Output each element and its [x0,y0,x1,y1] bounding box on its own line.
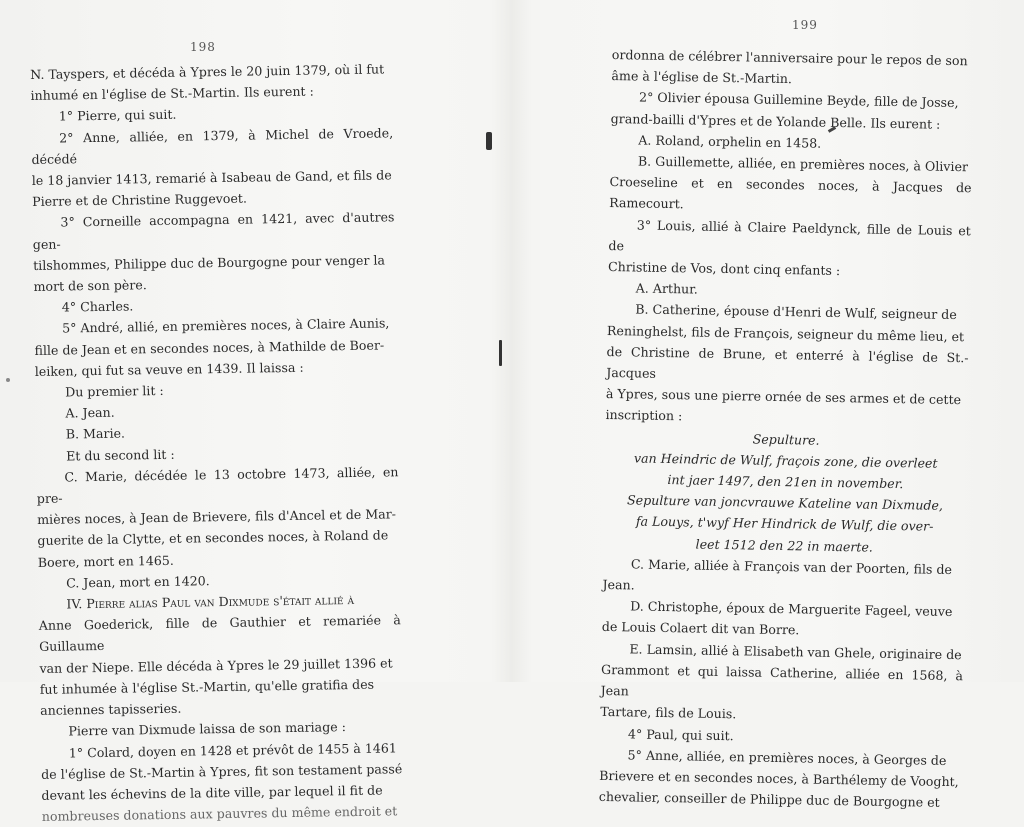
text-line: B. Marie. [65,426,126,442]
text-line: tilshommes, Philippe duc de Bourgogne pour venger la [33,252,386,273]
right-page [520,0,1024,810]
text-line: 5° André, allié, en premières noces, à Claire Aunis, [62,315,390,336]
text-line: Tartare, fils de Louis. [600,704,737,722]
text-line: chevalier, conseiller de Philippe duc de Bourgogne et [598,788,940,810]
inscription-line: Sepulture van joncvrauwe Kateline van Dixmude, [626,492,944,514]
text-line: âme à l'église de St.-Martin. [611,68,793,87]
text-line: C. Marie, décédée le 13 octobre 1473, alliée, en pre- [36,464,399,507]
text-line: à Ypres, sous une pierre ornée de ses armes et de cette [605,386,962,408]
text-line: Et du second lit : [66,446,175,464]
text-line: D. Christophe, époux de Marguerite Fageel, veuve [630,598,953,620]
left-page-text [30,58,404,827]
inscription-line: van Heindric de Wulf, fraçois zone, die overleet [633,450,938,471]
text-line: van der Niepe. Elle décéda à Ypres le 29 juillet 1396 et [39,655,393,676]
text-line: Grammont et qui laissa Catherine, alliée en 1568, à Jean [600,661,964,699]
text-line: de Christine de Brune, et enterré à l'église de St.-Jacques [606,343,969,381]
text-line: Reninghelst, fils de François, seigneur du même lieu, et [606,322,965,344]
ink-speck [6,378,10,382]
text-line: inscription : [605,407,683,424]
text-line: fut inhumée à l'église St.-Martin, qu'elle gratifia des [39,676,375,697]
text-line: de Louis Colaert dit van Borre. [601,619,800,638]
text-line: guerite de la Clytte, et en secondes noces, à Roland de [37,527,389,549]
text-line: A. Jean. [65,404,115,421]
text-line: Croeseline et en secondes noces, à Jacques de Ramecourt. [609,174,972,212]
page-number-right: 199 [792,18,818,32]
text-line: A. Roland, orphelin en 1458. [638,132,822,151]
text-line: N. Tayspers, et décéda à Ypres le 20 juin 1379, où il fut [30,61,385,82]
text-line: leiken, qui fut sa veuve en 1439. Il laissa : [34,359,304,379]
inscription-line: leet 1512 den 22 in maerte. [695,536,874,555]
text-line: 3° Corneille accompagna en 1421, avec d'autres gen- [32,209,395,252]
page-number-left: 198 [190,40,216,54]
text-line: 1° Colard, doyen en 1428 et prévôt de 1455 à 1461 [68,739,397,760]
text-line: Pierre van Dixmude laissa de son mariage : [68,719,347,739]
inscription-line: fa Louys, t'wyf Her Hindrick de Wulf, die over- [635,513,934,535]
text-line: 2° Olivier épousa Guillemine Beyde, fille de Josse, [638,89,959,111]
text-line: mières noces, à Jean de Brievere, fils d'Ancel et de Mar- [37,506,397,528]
text-line: fille de Jean et en secondes noces, à Mathilde de Boer- [34,337,385,358]
text-line: inhumé en l'église de St.-Martin. Ils eurent : [30,83,314,104]
inscription-line: int jaer 1497, den 21en in november. [667,472,904,492]
text-line: C. Jean, mort en 1420. [66,573,210,591]
text-line: nombreuses donations aux pauvres du même endroit et [41,803,398,825]
text-line: C. Marie, alliée à François van der Poorten, fils de [630,556,953,577]
text-line: 4° Charles. [61,298,134,315]
text-line: A. Arthur. [635,280,699,297]
text-line: 3° Louis, allié à Claire Paeldynck, fille de Louis et de [608,217,971,254]
text-line: IV. Pierre alias Paul van Dixmude s'était allié à [66,592,355,612]
right-page-text [599,44,974,814]
text-line: Jean. [602,576,635,593]
text-line: de l'église de St.-Martin à Ypres, fit son testament passé [41,760,403,782]
text-line: Pierre et de Christine Ruggevoet. [32,190,248,210]
text-line: 4° Paul, qui suit. [627,725,734,743]
text-line: Christine de Vos, dont cinq enfants : [607,258,841,279]
ink-blot [486,132,492,150]
text-line: devant les échevins de la dite ville, par lequel il fit de [41,782,383,803]
text-line: ordonna de célébrer l'anniversaire pour le repos de son [611,46,968,69]
text-line: anciennes tapisseries. [40,700,182,719]
text-line: Anne Goederick, fille de Gauthier et remariée à Guillaume [38,612,401,655]
text-line: 5° Anne, alliée, en premières noces, à Georges de [627,747,947,768]
text-line: Boere, mort en 1465. [37,552,174,570]
text-line: le 18 janvier 1413, remarié à Isabeau de Gand, et fils de [31,167,392,189]
text-line: Brievere et en secondes noces, à Barthélemy de Vooght, [599,767,959,790]
text-line: B. Catherine, épouse d'Henri de Wulf, seigneur de [635,301,957,323]
text-line: 1° Pierre, qui suit. [58,107,177,124]
text-line: B. Guillemette, alliée, en premières noces, à Olivier [637,153,969,175]
text-line: E. Lamsin, allié à Elisabeth van Ghele, originaire de [629,641,962,662]
text-line: mort de son père. [33,277,147,295]
text-line: Du premier lit : [65,382,164,400]
inscription-line: Sepulture. [752,431,820,448]
ink-mark [499,340,502,366]
text-line: 2° Anne, alliée, en 1379, à Michel de Vroede, décédé [31,124,394,167]
left-page [0,0,500,825]
text-line: grand-bailli d'Ypres et de Yolande Belle. Ils eurent : [610,110,941,132]
